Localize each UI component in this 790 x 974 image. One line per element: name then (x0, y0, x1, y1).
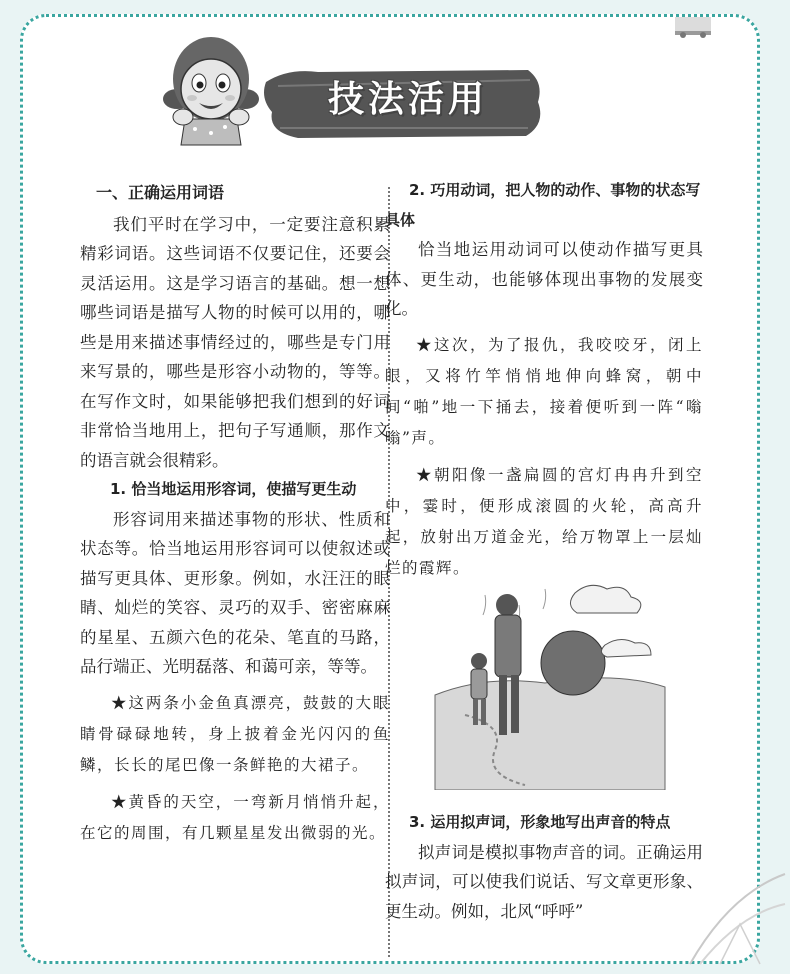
subsection-3-title: 3. 运用拟声词，形象地写出声音的特点 (409, 813, 671, 831)
banner-title: 技法活用 (327, 79, 488, 120)
subsection-2-body: 恰当地运用动词可以使动作描写更具体、更生动，也能够体现出事物的发展变化。 (385, 240, 703, 318)
example-goldfish: ★这两条小金鱼真漂亮，鼓鼓的大眼睛骨碌碌地转，身上披着金光闪闪的鱼鳞，长长的尾巴像一条鲜艳的大裙子。 (80, 693, 390, 774)
subsection-2-title: 2. 巧用动词，把人物的动作、事物的状态写具体 (385, 181, 701, 229)
example-sunrise: ★朝阳像一盏扁圆的宫灯冉冉升到空中，霎时，便形成滚圆的火轮，高高升起，放射出万道金光，给万物罩上一层灿烂的霞辉。 (385, 465, 703, 577)
right-bottom-section (385, 808, 703, 926)
corner-decoration-icon (669, 17, 717, 39)
left-column (80, 176, 390, 849)
father-son-sunrise-illustration-icon (425, 575, 675, 790)
right-column (385, 176, 703, 584)
intro-paragraph: 我们平时在学习中，一定要注意积累精彩词语。这些词语不仅要记住，还要会灵活运用。这是学习语言的基础。想一想哪些词语是描写人物的时候可以用的，哪些是用来描述事情经过的，哪些是专门用来写景的，哪些是形容小动物的，等等。在写作文时，如果能够把我们想到的好词非常恰当地用上，把句子写通顺，那作文的语言就会很精彩。 (80, 214, 390, 470)
girl-mascot-icon (155, 27, 265, 147)
bottom-corner-decoration-icon (680, 854, 790, 974)
example-dusk: ★黄昏的天空，一弯新月悄悄升起，在它的周围，有几颗星星发出微弱的光。 (80, 792, 390, 842)
subsection-3-body: 拟声词是模拟事物声音的词。正确运用拟声词，可以使我们说话、写文章更形象、更生动。例如，北风“呼呼” (385, 842, 703, 921)
section-title: 一、正确运用词语 (96, 183, 225, 202)
subsection-1-body: 形容词用来描述事物的形状、性质和状态等。恰当地运用形容词可以使叙述或描写更具体、更形象。例如，水汪汪的眼睛、灿烂的笑容、灵巧的双手、密密麻麻的星星、五颜六色的花朵、笔直的马路，品行端正、光明磊落、和蔼可亲，等等。 (80, 509, 390, 676)
example-beehive: ★这次，为了报仇，我咬咬牙，闭上眼，又将竹竿悄悄地伸向蜂窝，朝中间“啪”地一下捅去，接着便听到一阵“嗡嗡”声。 (385, 335, 703, 447)
subsection-1-title: 1. 恰当地运用形容词，使描写更生动 (110, 480, 357, 498)
